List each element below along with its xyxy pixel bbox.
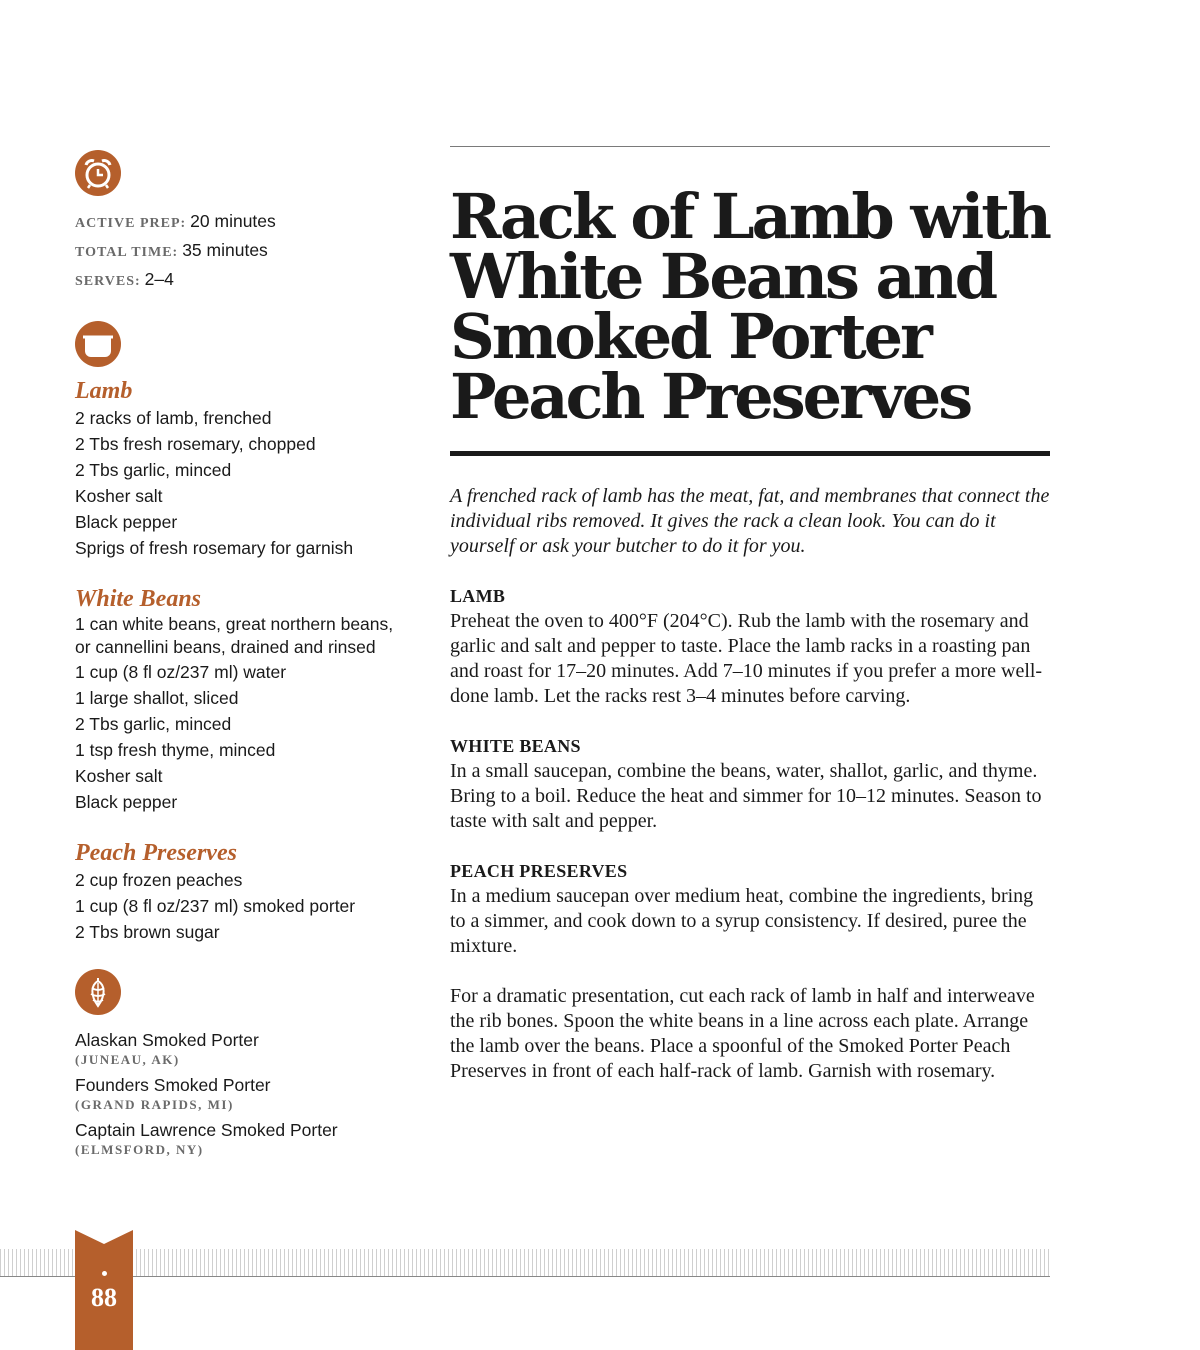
meta-total-time: TOTAL TIME: 35 minutes <box>75 240 268 260</box>
step-heading: LAMB <box>450 586 506 606</box>
step-body: Preheat the oven to 400°F (204°C). Rub the lamb with the rosemary and garlic and salt and pepper to taste. Place the lamb racks in a roasting pan and roast for 17–20 minutes. Add 7–10 minutes if you prefer a more well-done lamb. Let the racks rest 3–4 minutes before carving. <box>450 610 1043 707</box>
beer-pairings <box>75 1029 405 1158</box>
meta-serves: SERVES: 2–4 <box>75 269 174 289</box>
step-heading: PEACH PRESERVES <box>450 861 628 881</box>
serving-instructions: For a dramatic presentation, cut each rack of lamb in half and interweave the rib bones. Spoon the white beans in a line across each plate. Arrange the lamb over the beans. Place a spoonful of the Smoked Porter Peach Preserves in front of each half-rack of lamb. Garnish with rosemary. <box>450 985 1035 1082</box>
recipe-sidebar <box>75 150 405 1164</box>
step-lamb <box>450 584 1050 709</box>
footer-line <box>0 1276 1050 1277</box>
ingredient-item: Kosher salt <box>75 486 163 506</box>
ingredients-lamb <box>75 377 405 561</box>
ingredient-item: Black pepper <box>75 512 178 532</box>
ingredient-item: 2 Tbs garlic, minced <box>75 714 232 734</box>
cooking-pot-icon <box>75 321 121 367</box>
recipe-title-line: Peach Preserves <box>450 360 971 433</box>
recipe-intro: A frenched rack of lamb has the meat, fat, and membranes that connect the individual ribs removed. It gives the rack a clean look. You can do it yourself or ask your butcher to do it for you. <box>450 485 1050 557</box>
ingredient-item: 1 can white beans, great northern beans, or cannellini beans, drained and rinsed <box>75 614 394 657</box>
ingredient-item: 1 tsp fresh thyme, minced <box>75 740 276 760</box>
ingredient-item: Kosher salt <box>75 766 163 786</box>
ingredient-section-title: White Beans <box>75 586 202 612</box>
step-heading: WHITE BEANS <box>450 736 581 756</box>
beer-pairing-item <box>75 1119 405 1158</box>
ingredient-item: 2 cup frozen peaches <box>75 870 243 890</box>
beer-location: (GRAND RAPIDS, MI) <box>75 1097 234 1112</box>
beer-name: Captain Lawrence Smoked Porter <box>75 1120 338 1140</box>
recipe-title-line: Smoked Porter <box>450 300 930 373</box>
ingredient-item: 2 Tbs brown sugar <box>75 922 220 942</box>
beer-location: (ELMSFORD, NY) <box>75 1142 204 1157</box>
ingredient-item: 2 Tbs garlic, minced <box>75 460 232 480</box>
footer-ruler <box>0 1249 1050 1277</box>
title-divider <box>450 451 1050 456</box>
ingredients-peach-preserves <box>75 839 405 945</box>
top-divider <box>450 146 1050 147</box>
step-body: In a medium saucepan over medium heat, combine the ingredients, bring to a simmer, and cook down to a syrup consistency. If desired, puree the mixture. <box>450 885 1034 957</box>
page-dot <box>102 1271 107 1276</box>
ingredient-section-title: Lamb <box>75 378 133 404</box>
step-white-beans <box>450 734 1050 834</box>
ingredient-item: Black pepper <box>75 792 178 812</box>
ingredient-item: 2 racks of lamb, frenched <box>75 408 272 428</box>
alarm-clock-icon <box>75 150 121 196</box>
hop-cone-icon <box>75 969 121 1015</box>
ingredient-item: 2 Tbs fresh rosemary, chopped <box>75 434 316 454</box>
recipe-meta <box>75 208 405 295</box>
recipe-title <box>450 180 1050 433</box>
ingredient-item: 1 large shallot, sliced <box>75 688 239 708</box>
beer-pairing-item <box>75 1074 405 1113</box>
beer-pairing-item <box>75 1029 405 1068</box>
recipe-main <box>450 146 1050 1084</box>
step-body: In a small saucepan, combine the beans, water, shallot, garlic, and thyme. Bring to a boil. Reduce the heat and simmer for 10–12 minutes. Season to taste with salt and pepper. <box>450 760 1042 832</box>
ingredient-section-title: Peach Preserves <box>75 840 237 866</box>
ingredient-item: Sprigs of fresh rosemary for garnish <box>75 538 354 558</box>
ingredients-white-beans <box>75 585 405 815</box>
page-number: 88 <box>91 1283 117 1312</box>
beer-location: (JUNEAU, AK) <box>75 1052 180 1067</box>
recipe-title-line: Rack of Lamb with <box>450 180 1049 253</box>
meta-active-prep: ACTIVE PREP: 20 minutes <box>75 211 276 231</box>
ingredient-item: 1 cup (8 fl oz/237 ml) smoked porter <box>75 896 356 916</box>
beer-name: Alaskan Smoked Porter <box>75 1030 259 1050</box>
ingredient-item: 1 cup (8 fl oz/237 ml) water <box>75 662 287 682</box>
recipe-title-line: White Beans and <box>450 240 996 313</box>
beer-name: Founders Smoked Porter <box>75 1075 271 1095</box>
step-peach-preserves <box>450 859 1050 959</box>
